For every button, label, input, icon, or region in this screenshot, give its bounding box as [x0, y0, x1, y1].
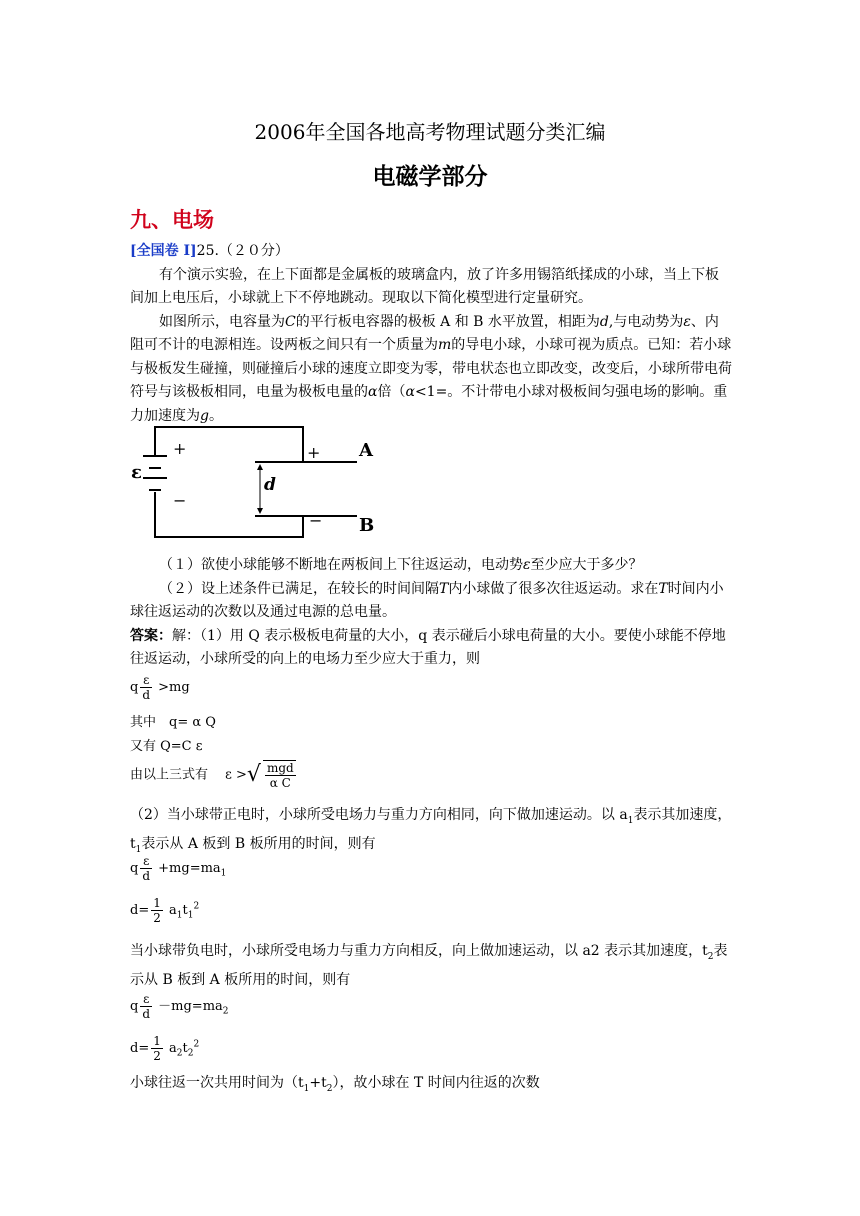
problem-para-2: 如图所示，电容量为C的平行板电容器的极板 A 和 B 水平放置，相距为d,与电动势为ε、内阻可不计的电源相连。设两板之间只有一个质量为m的导电小球，小球可视为质点。已知：若小球与极板发生碰撞，则碰撞后小球的速度立即变为零，带电状态也立即改变，改变后，小球所带电荷符号与该极板相同，电量为极板电量的α倍（α<1=。不计带电小球对极板间匀强电场的影响。重力加速度为g。: [130, 313, 732, 424]
distance-label: d: [264, 475, 276, 495]
question-2: （２）设上述条件已满足，在较长的时间间隔T内小球做了很多次往返运动。求在T时间内小球往返运动的次数以及通过电源的总电量。: [130, 580, 724, 620]
equation-5: q $\frac{\varepsilon}{d}$ $+mg=ma_1$: [130, 854, 227, 883]
plate-b-label: B: [359, 515, 375, 536]
eps-label: ε: [131, 462, 142, 483]
equation-1: q $\frac{\varepsilon}{d}$ >mg: [130, 673, 190, 702]
final-line: 小球往返一次共用时间为$(t_1+t_2)$，故小球在 T 时间内往返的次数: [130, 1075, 540, 1094]
problem-text: [130, 240, 732, 428]
problem-header: [130, 240, 732, 264]
equation-7: q $\frac{\varepsilon}{d}$ $-mg=ma_2$: [130, 992, 229, 1021]
equation-4: 由以上三式有 ε >√ $\frac{\text{mgd}}{\text{α C}}$: [130, 761, 294, 790]
problem-number: 25.（２０分）: [196, 243, 289, 259]
problem-source: [全国卷 I]: [130, 243, 197, 259]
plate-b-minus: −: [309, 511, 323, 530]
equation-2: 其中 q= α Q: [130, 715, 216, 730]
battery-plus: +: [173, 439, 187, 458]
part-3-text: 当小球带负电时，小球所受电场力与重力方向相反，向上做加速运动，以 a2 表示其加速度，$t_2$表示从 B 板到 A 板所用的时间，则有: [130, 943, 728, 989]
battery-minus: −: [173, 491, 187, 510]
document-subtitle: 电磁学部分: [372, 164, 488, 190]
circuit-diagram: [125, 420, 385, 550]
plate-a-plus: +: [307, 443, 321, 462]
section-heading: 九、电场: [130, 208, 214, 232]
part-2-text: （2）当小球带正电时，小球所受电场力与重力方向相同，向下做加速运动。以 $a_1$表示其加速度，$t_1$表示从 A 板到 B 板所用的时间，则有: [130, 807, 732, 856]
questions: [130, 554, 732, 672]
answer-intro: 答案：解：（1）用 Q 表示极板电荷量的大小，q 表示碰后小球电荷量的大小。要使小球能不停地往返运动，小球所受的向上的电场力至少应大于重力，则: [130, 627, 726, 667]
equation-3: 又有 Q=C ε: [130, 739, 203, 754]
equation-8: d= $\frac{1}{2}$ $a_2t_2^2$: [130, 1034, 200, 1063]
equation-6: d= $\frac{1}{2}$ $a_1t_1^2$: [130, 896, 200, 925]
problem-para-1: 有个演示实验，在上下面都是金属板的玻璃盒内，放了许多用锡箔纸揉成的小球，当上下板间加上电压后，小球就上下不停地跳动。现取以下简化模型进行定量研究。: [130, 266, 719, 306]
plate-a-label: A: [359, 440, 373, 461]
document-title: 2006年全国各地高考物理试题分类汇编: [254, 120, 606, 144]
question-1: （１）欲使小球能够不断地在两板间上下往返运动，电动势ε至少应大于多少？: [159, 557, 643, 573]
